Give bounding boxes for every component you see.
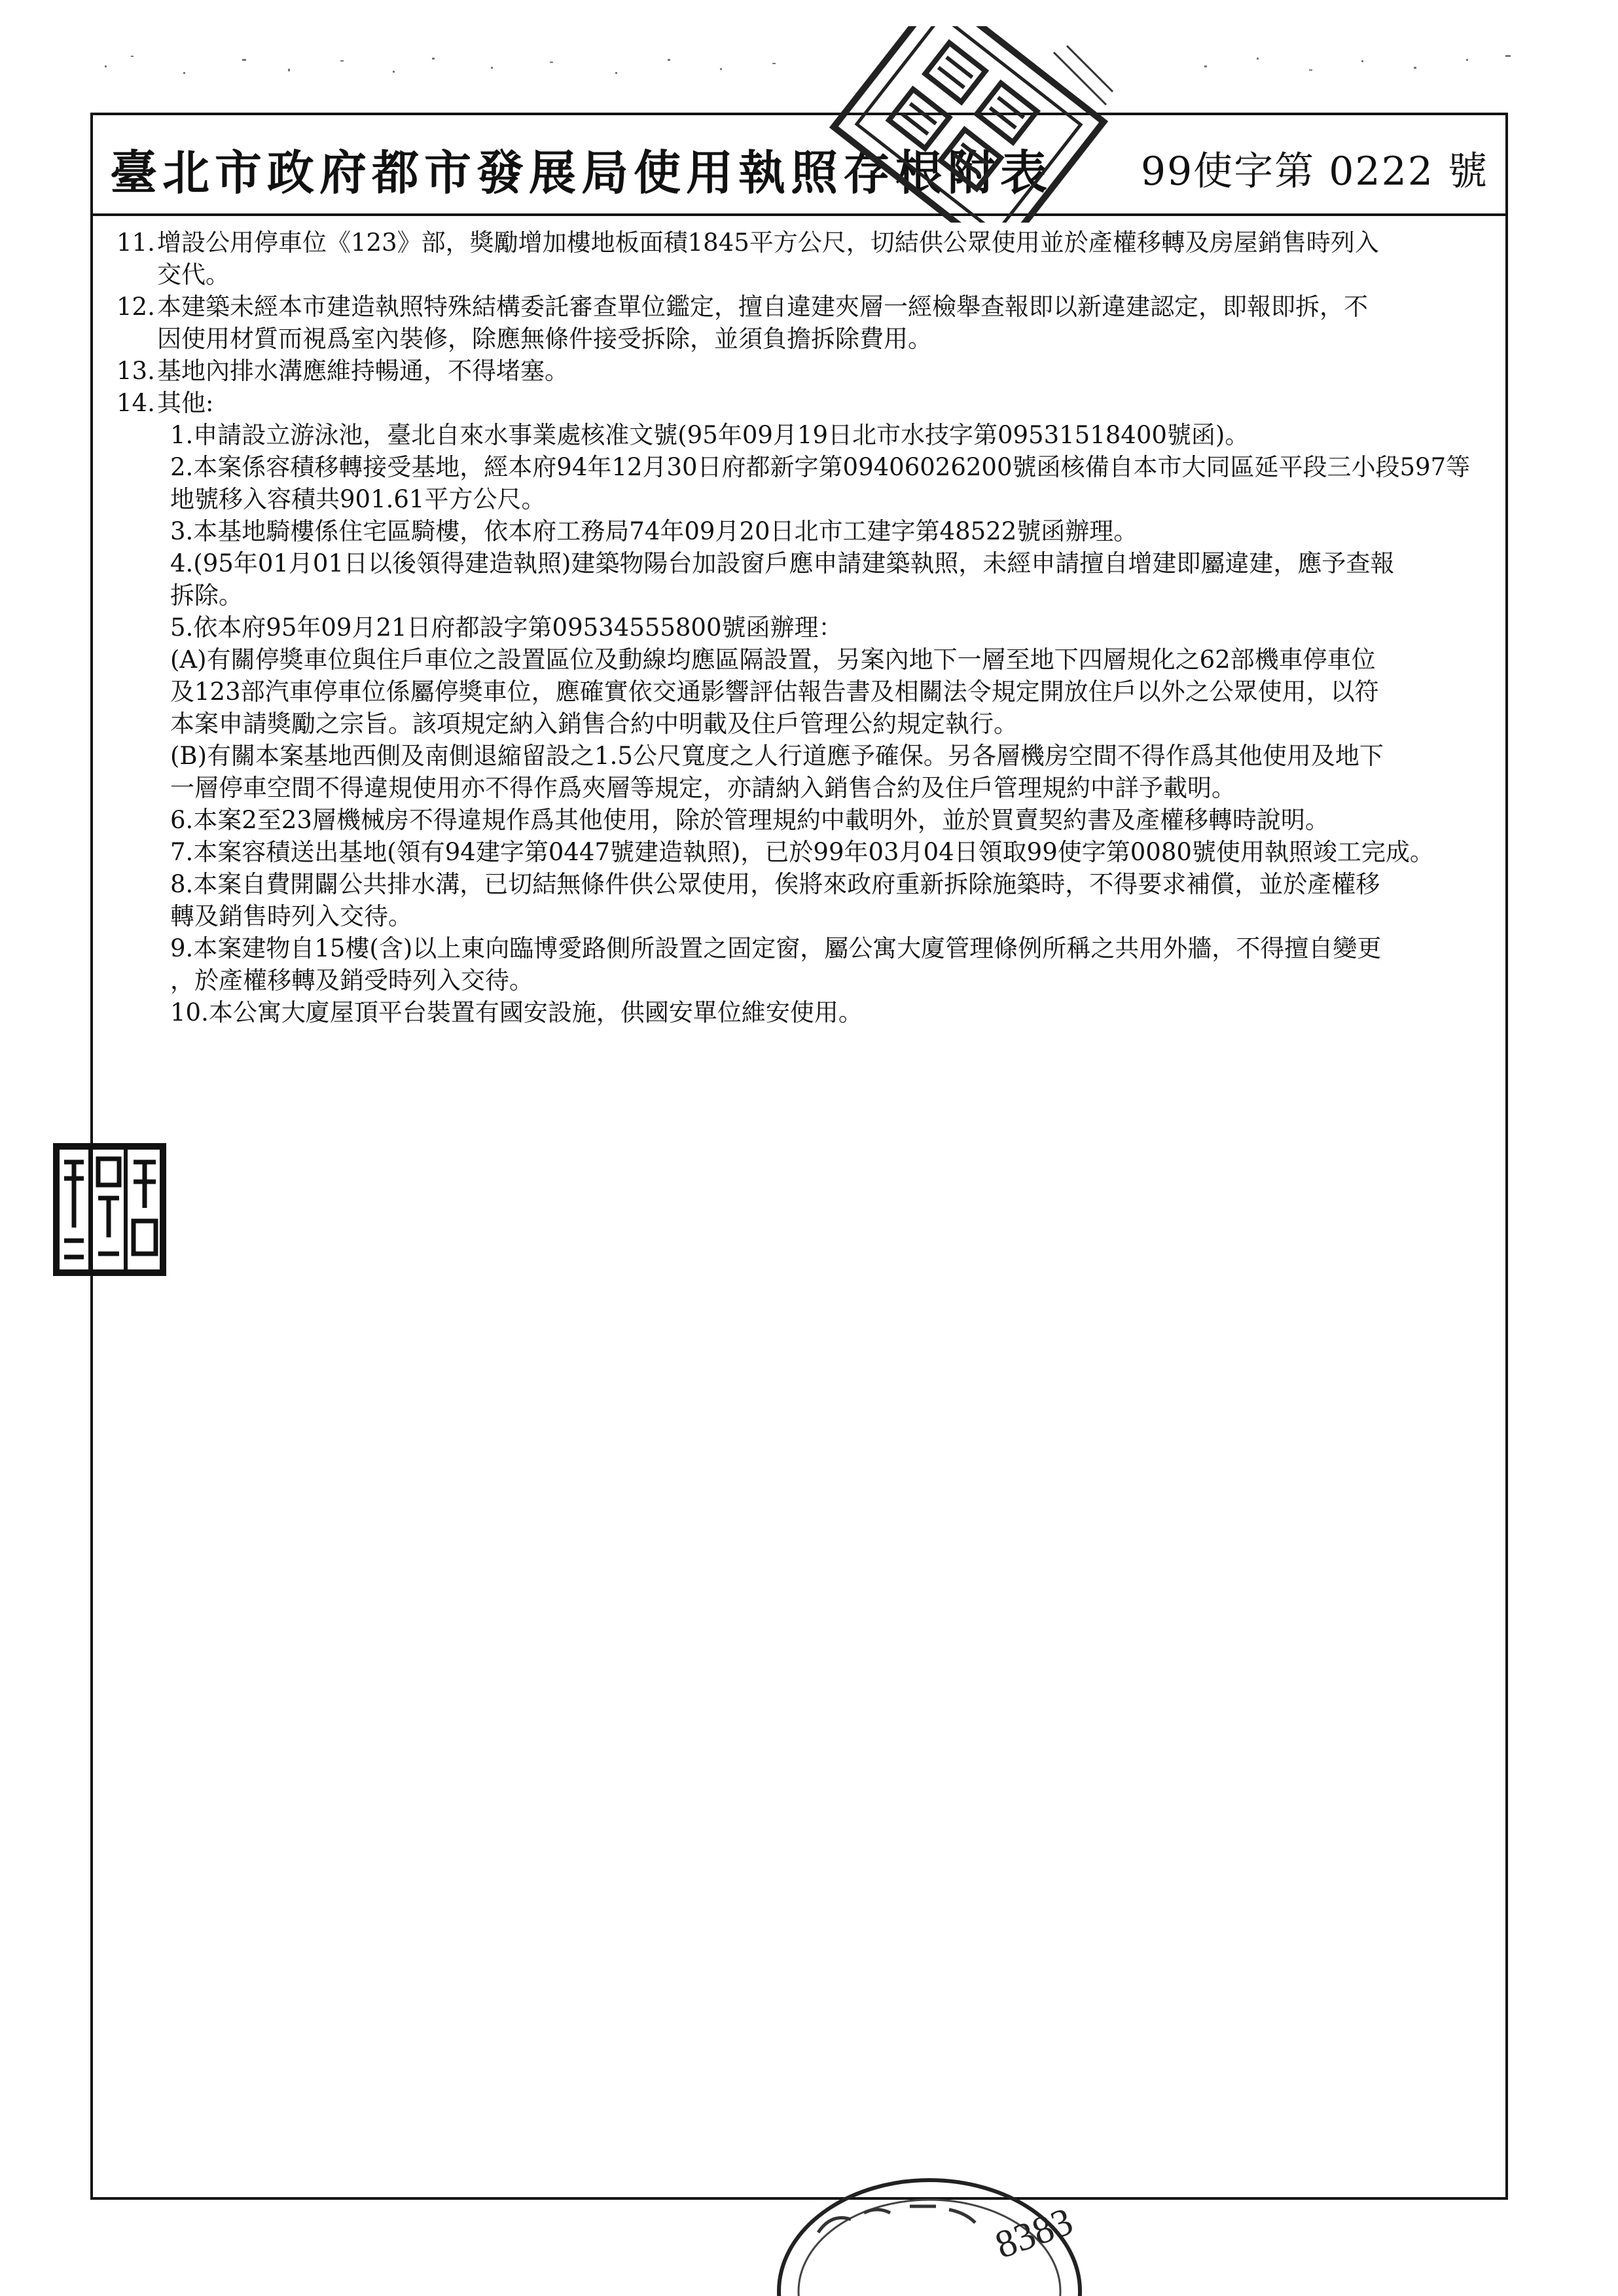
item-line: 9.本案建物自15樓(含)以上東向臨博愛路側所設置之固定窗，屬公寓大廈管理條例所稱之共用外牆，不得擅自變更 <box>170 934 1382 962</box>
list-item-13 <box>117 355 1471 387</box>
other-item-8 <box>117 868 1471 932</box>
item-line: 基地內排水溝應維持暢通，不得堵塞。 <box>157 357 569 385</box>
other-item-7 <box>117 836 1471 868</box>
item-line: 6.本案2至23層機械房不得違規作爲其他使用，除於管理規約中載明外，並於買賣契約書及產權移轉時說明。 <box>170 806 1329 834</box>
item-line: 及123部汽車停車位係屬停獎車位，應確實依交通影響評估報告書及相關法令規定開放住戶以外之公眾使用，以符 <box>170 678 1379 706</box>
other-item-5 <box>117 611 1471 644</box>
item-number: 12. <box>117 293 155 321</box>
item-line: 交代。 <box>157 261 230 289</box>
other-item-9 <box>117 932 1471 996</box>
item-line: 8.本案自費開闢公共排水溝，已切結無條件供公眾使用，俟將來政府重新拆除施築時，不得要求補償，並於產權移 <box>170 870 1380 898</box>
other-item-3 <box>117 515 1471 547</box>
bottom-round-seal <box>746 2160 1113 2296</box>
item-line: 3.本基地騎樓係住宅區騎樓，依本府工務局74年09月20日北市工建字第48522號函辦理。 <box>170 517 1138 545</box>
scan-noise <box>92 20 1532 98</box>
item-line: 1.申請設立游泳池，臺北自來水事業處核准文號(95年09月19日北市水技字第09531518400號函)。 <box>170 421 1249 449</box>
margin-seal-stamp <box>52 1142 167 1277</box>
item-line: 拆除。 <box>170 581 243 610</box>
other-item-5a <box>117 644 1471 740</box>
item-line: 其他: <box>157 389 214 417</box>
item-number: 11. <box>117 228 155 257</box>
item-line: 轉及銷售時列入交待。 <box>170 902 412 930</box>
item-number: 13. <box>117 357 155 385</box>
item-line: (A)有關停獎車位與住戶車位之設置區位及動線均應區隔設置，另案內地下一層至地下四層規化之62部機車停車位 <box>170 646 1376 674</box>
item-line: 因使用材質而視爲室內裝修，除應無條件接受拆除，並須負擔拆除費用。 <box>157 325 932 353</box>
document-body <box>117 227 1471 1029</box>
item-line: 5.依本府95年09月21日府都設字第09534555800號函辦理： <box>170 613 843 642</box>
header-row <box>93 115 1505 216</box>
official-seal-stamp <box>818 26 1119 223</box>
item-line: 7.本案容積送出基地(領有94建字第0447號建造執照)，已於99年03月04日領取99使字第0080號使用執照竣工完成。 <box>170 838 1434 866</box>
item-line: 本建築未經本市建造執照特殊結構委託審查單位鑑定，擅自違建夾層一經檢舉查報即以新違建認定，即報即拆，不 <box>157 293 1368 321</box>
other-item-10 <box>117 996 1471 1029</box>
item-number: 14. <box>117 389 155 417</box>
other-item-6 <box>117 804 1471 836</box>
item-line: 2.本案係容積移轉接受基地，經本府94年12月30日府都新字第09406026200號函核備自本市大同區延平段三小段597等 <box>170 453 1471 481</box>
other-item-2 <box>117 451 1471 515</box>
item-line: ，於產權移轉及銷受時列入交待。 <box>170 966 533 994</box>
document-frame <box>90 113 1508 2200</box>
item-line: 4.(95年01月01日以後領得建造執照)建築物陽台加設窗戶應申請建築執照，未經申請擅自增建即屬違建，應予查報 <box>170 549 1395 577</box>
document-title: 臺北市政府都市發展局使用執照存根附表 <box>110 145 1053 200</box>
other-item-5b <box>117 740 1471 804</box>
item-line: 地號移入容積共901.61平方公尺。 <box>170 485 546 513</box>
other-item-1 <box>117 419 1471 451</box>
item-line: 10.本公寓大廈屋頂平台裝置有國安設施，供國安單位維安使用。 <box>170 998 863 1027</box>
list-item-12 <box>117 291 1471 355</box>
list-item-11 <box>117 227 1471 291</box>
item-line: (B)有關本案基地西側及南側退縮留設之1.5公尺寬度之人行道應予確保。另各層機房空間不得作爲其他使用及地下 <box>170 742 1384 770</box>
seal-number: 8383 <box>989 2199 1079 2267</box>
item-line: 增設公用停車位《123》部，獎勵增加樓地板面積1845平方公尺，切結供公眾使用並於產權移轉及房屋銷售時列入 <box>157 228 1379 257</box>
other-item-4 <box>117 547 1471 611</box>
item-line: 一層停車空間不得違規使用亦不得作爲夾層等規定，亦請納入銷售合約及住戶管理規約中詳予載明。 <box>170 774 1236 802</box>
item-line: 本案申請獎勵之宗旨。該項規定納入銷售合約中明載及住戶管理公約規定執行。 <box>170 710 1018 738</box>
document-number: 99使字第 0222 號 <box>1140 149 1488 194</box>
list-item-14 <box>117 387 1471 419</box>
